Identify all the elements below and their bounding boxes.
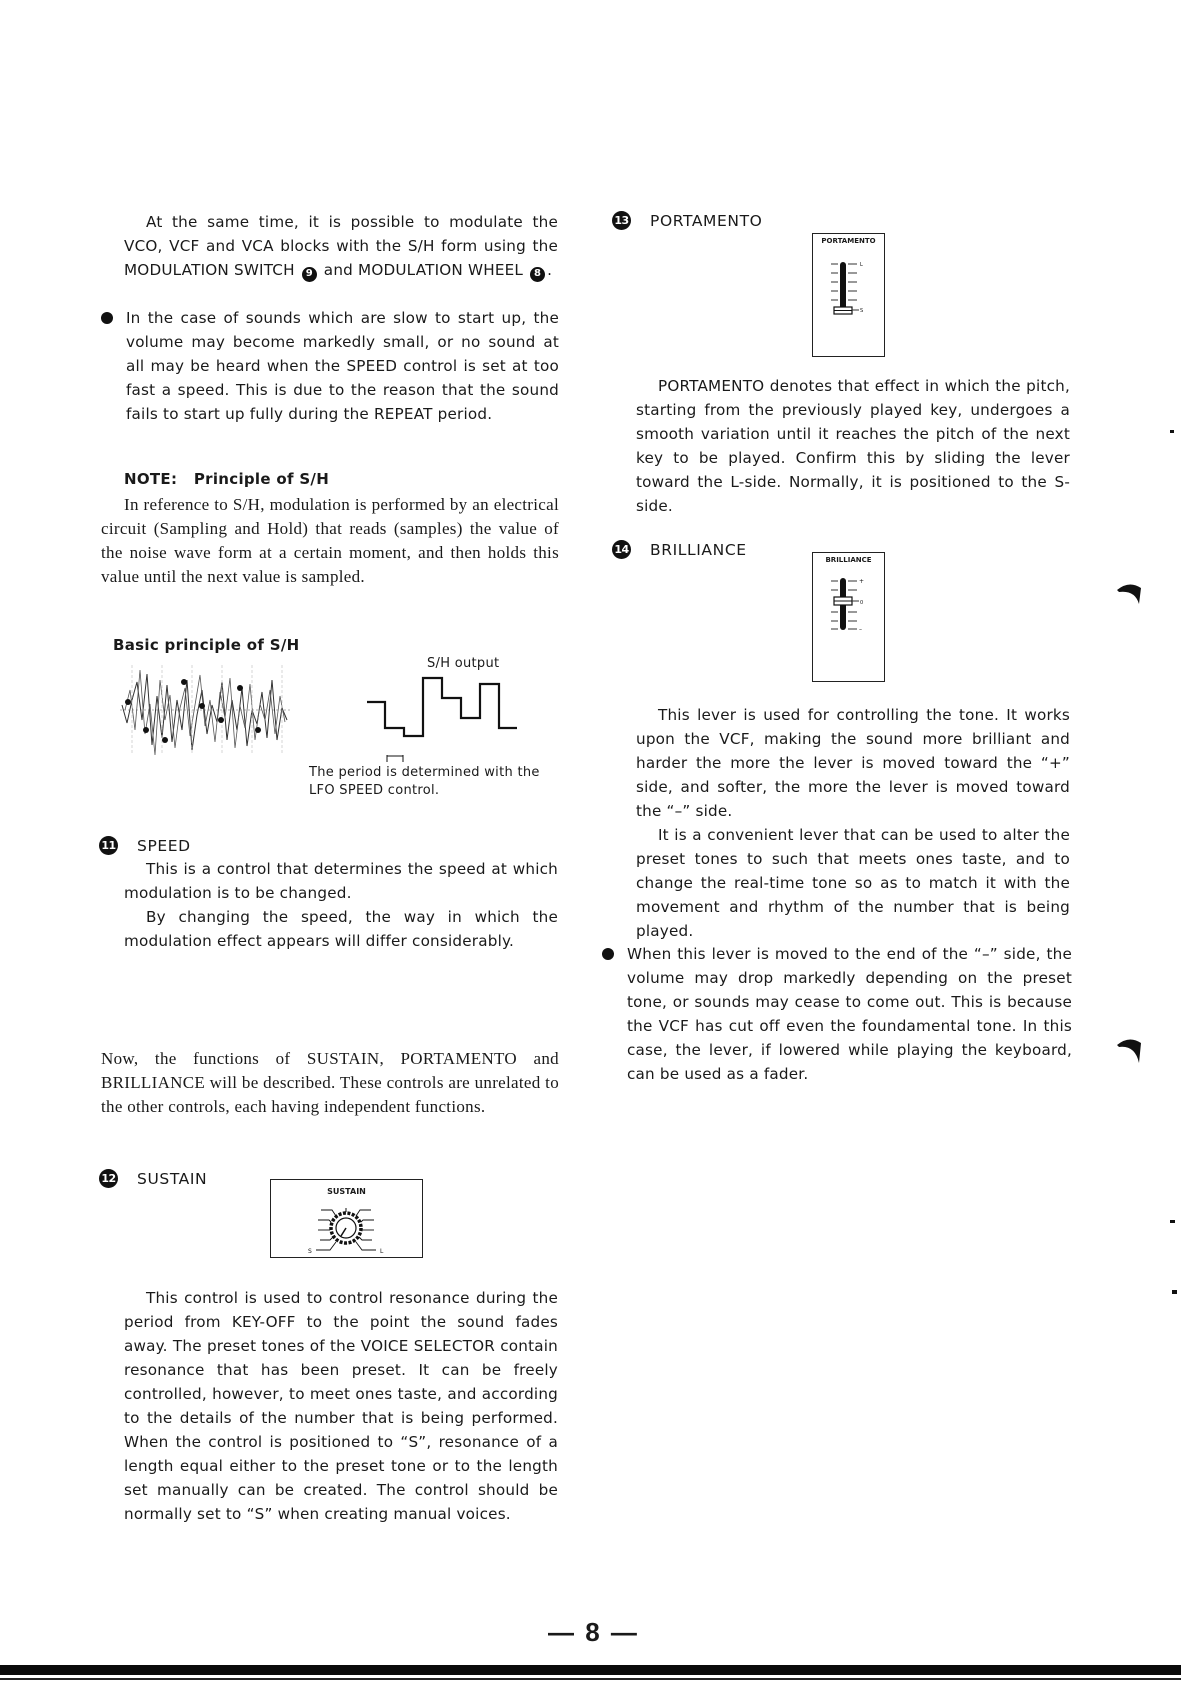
page-number: — 8 —	[548, 1617, 639, 1647]
scan-artifact-mark	[1115, 580, 1145, 610]
speed-number-badge: 11	[99, 836, 118, 855]
svg-text:+: +	[859, 578, 865, 585]
portamento-heading	[612, 211, 763, 230]
sustain-body	[124, 1286, 558, 1526]
note-body-text: In reference to S/H, modulation is performed by an electrical circuit (Sampling and Hold) that reads (samples) the value of the noise wave form at a certain moment, and then holds this value until the next value is sampled.	[101, 495, 559, 586]
sustain-l-label: L	[380, 1248, 384, 1254]
bullet-brilliance-text: When this lever is moved to the end of the “–” side, the volume may drop markedly depending on the preset tone, or sounds may cease to come out. This is because the VCF has cut off even the foundamental tone. In this case, the lever, if lowered while playing the keyboard, can be used as a fader.	[627, 945, 1072, 1083]
bullet-icon	[101, 312, 113, 324]
period-marker-icon	[386, 753, 406, 763]
brilliance-panel-label: BRILLIANCE	[825, 556, 872, 564]
portamento-panel	[812, 233, 885, 357]
note-heading: NOTE: Principle of S/H	[124, 470, 330, 488]
bullet-text: In the case of sounds which are slow to start up, the volume may become markedly small, or no sound at all may be heard when the SPEED control is set at too fast a speed. This is due to the reason that the sound fails to start up fully during the REPEAT period.	[126, 309, 559, 423]
intro-paragraph	[124, 210, 558, 282]
portamento-title: PORTAMENTO	[650, 211, 763, 230]
sustain-panel	[270, 1179, 423, 1258]
portamento-body-text: PORTAMENTO denotes that effect in which the pitch, starting from the previously played key, undergoes a smooth variation until it reaches the pitch of the next key to be played. Confirm this by sliding the lever toward the L-side. Normally, it is positioned to the S-side.	[636, 377, 1070, 515]
scan-artifact-dot	[1172, 1290, 1177, 1294]
brilliance-title: BRILLIANCE	[650, 540, 747, 559]
bottom-border-line	[0, 1678, 1181, 1680]
portamento-slider-icon[interactable]	[821, 260, 881, 320]
brilliance-para-1: This lever is used for controlling the tone. It works upon the VCF, making the sound more brilliant and harder the more the lever is moved toward the “+” side, and softer, the more the lever is moved toward the “–” side.	[636, 706, 1070, 820]
sustain-number-badge: 12	[99, 1169, 118, 1188]
bottom-border-bar	[0, 1665, 1181, 1675]
svg-text:S: S	[860, 308, 864, 314]
sustain-panel-label: SUSTAIN	[327, 1187, 366, 1196]
brilliance-heading	[612, 540, 747, 559]
sh-output-label: S/H output	[427, 656, 500, 671]
portamento-panel-label: PORTAMENTO	[821, 237, 876, 245]
figure-title: Basic principle of S/H	[113, 636, 300, 654]
bullet-brilliance-minus	[600, 942, 1072, 1086]
sustain-heading	[99, 1169, 207, 1188]
bullet-slow-start	[99, 306, 559, 426]
transition-text: Now, the functions of SUSTAIN, PORTAMENTO and BRILLIANCE will be described. These controls are unrelated to the other controls, each having independent functions.	[101, 1049, 559, 1116]
speed-heading	[99, 836, 191, 855]
brilliance-number-badge: 14	[612, 540, 631, 559]
noise-waveform-figure	[120, 660, 290, 760]
bullet-icon	[602, 948, 614, 960]
ref-badge-8: 8	[530, 267, 545, 282]
scan-artifact-dot	[1170, 1220, 1175, 1223]
figure-caption-line2: LFO SPEED control.	[309, 783, 440, 798]
ref-badge-9: 9	[302, 267, 317, 282]
intro-text-b: and MODULATION WHEEL	[318, 261, 524, 279]
sustain-knob-icon[interactable]	[296, 1198, 396, 1254]
svg-text:L: L	[860, 262, 863, 268]
scan-artifact-dot	[1170, 430, 1174, 433]
portamento-body	[636, 374, 1070, 518]
speed-para-1: This is a control that determines the speed at which modulation is to be changed.	[124, 860, 558, 902]
speed-para-2: By changing the speed, the way in which the modulation effect appears will differ considerably.	[124, 908, 558, 950]
sh-output-waveform	[365, 676, 525, 741]
sustain-s-label: S	[308, 1248, 312, 1254]
brilliance-para-2: It is a convenient lever that can be used to alter the preset tones to such that meets ones taste, and to change the real-time tone so as to match it with the movement and rhythm of the number that is being played.	[636, 826, 1070, 940]
brilliance-body	[636, 703, 1070, 943]
figure-caption-line1: The period is determined with the	[309, 765, 540, 780]
intro-text-a: At the same time, it is possible to modulate the VCO, VCF and VCA blocks with the S/H form using the MODULATION SWITCH	[124, 213, 558, 279]
speed-title: SPEED	[137, 836, 191, 855]
sustain-body-text: This control is used to control resonance during the period from KEY-OFF to the point the sound fades away. The preset tones of the VOICE SELECTOR contain resonance that has been preset. It can be freely controlled, however, to meet ones taste, and according to the details of the number that is being performed. When the control is positioned to “S”, resonance of a length equal either to the preset tone or to the length set manually can be created. The control should be normally set to “S” when creating manual voices.	[124, 1289, 558, 1523]
scan-artifact-mark	[1115, 1035, 1145, 1069]
speed-body	[124, 857, 558, 953]
svg-text:–: –	[859, 626, 862, 633]
brilliance-panel	[812, 552, 885, 682]
svg-text:0: 0	[860, 600, 864, 606]
transition-paragraph	[101, 1047, 559, 1119]
sustain-title: SUSTAIN	[137, 1169, 208, 1188]
note-body	[101, 493, 559, 589]
figure-caption	[309, 764, 540, 800]
portamento-number-badge: 13	[612, 211, 631, 230]
brilliance-slider-icon[interactable]	[821, 576, 881, 636]
intro-text-c: .	[547, 261, 553, 279]
